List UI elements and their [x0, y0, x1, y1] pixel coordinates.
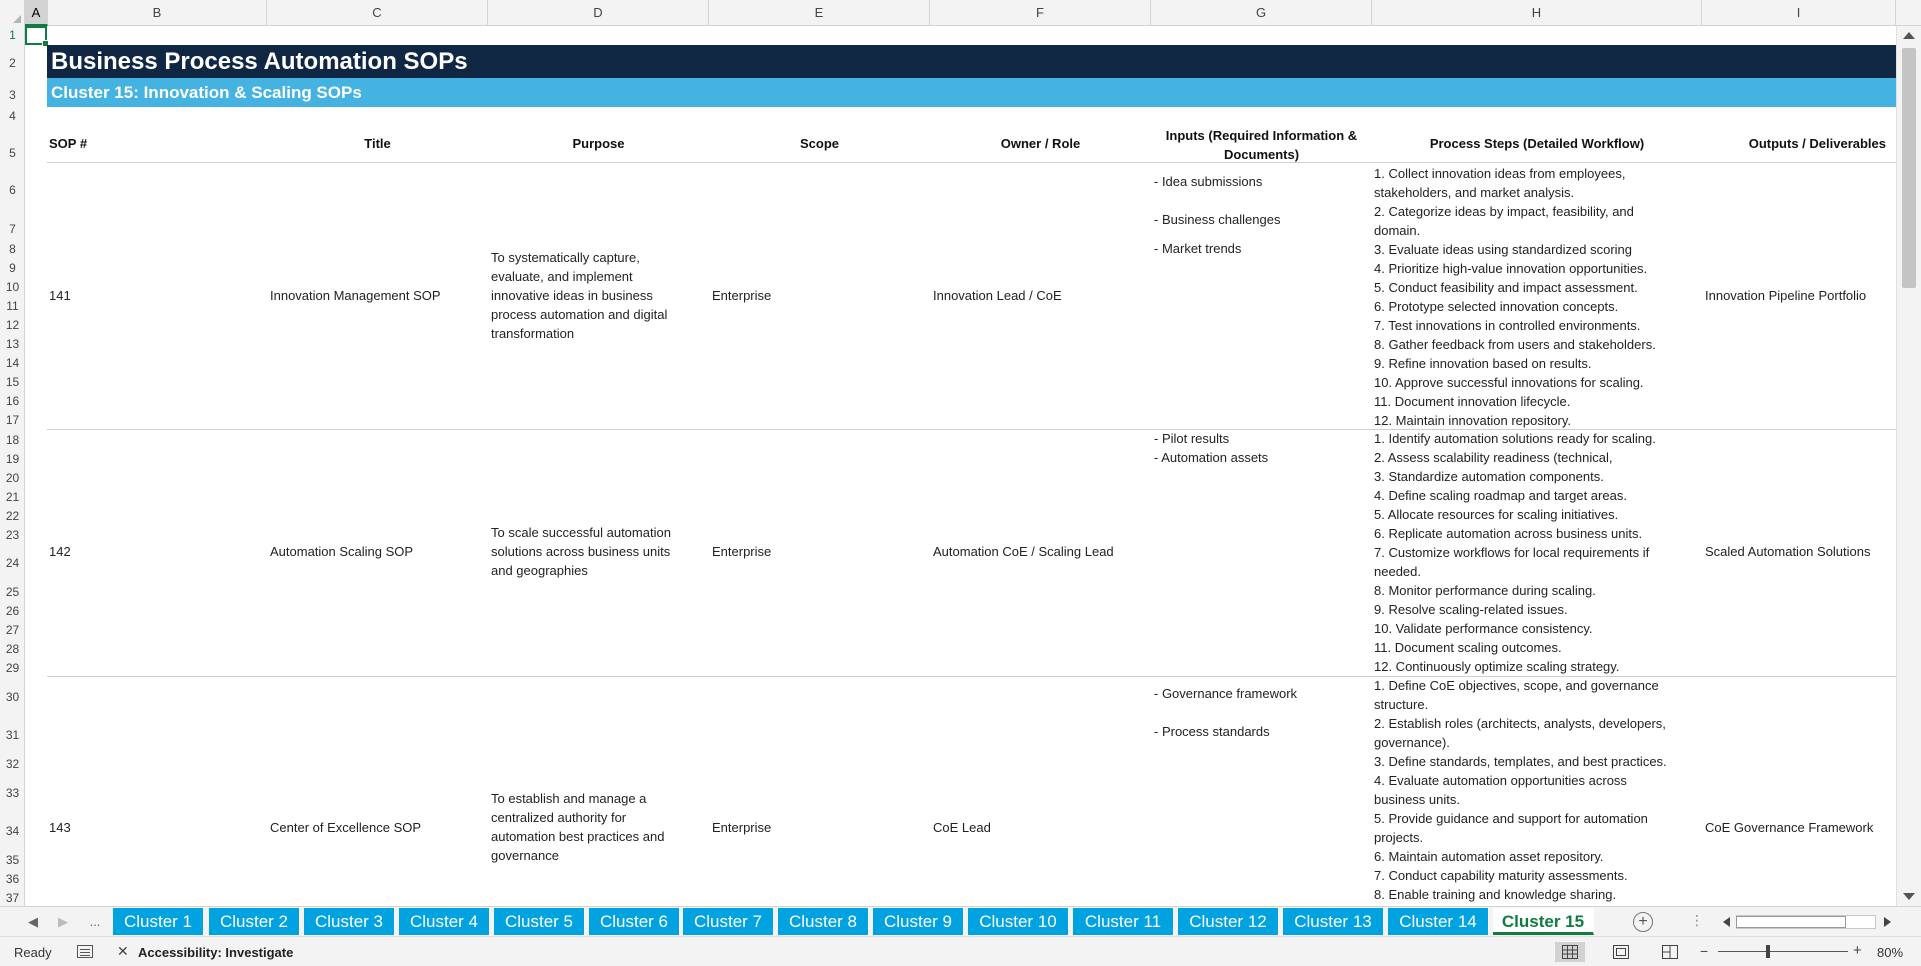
step-line: 1. Define CoE objectives, scope, and governance	[1374, 678, 1659, 693]
column-header-h[interactable]: H	[1372, 0, 1702, 26]
macro-record-icon[interactable]	[77, 945, 93, 958]
row-header[interactable]: 10	[5, 280, 20, 294]
header-scope[interactable]: Scope	[799, 136, 839, 151]
row-header[interactable]: 26	[5, 604, 20, 618]
input-item: - Pilot results	[1154, 431, 1230, 446]
step-line: 6. Maintain automation asset repository.	[1374, 849, 1604, 864]
step-line: 8. Gather feedback from users and stakeholders.	[1374, 337, 1656, 352]
cell-title[interactable]: Center of Excellence SOP	[270, 820, 422, 835]
step-line: 1. Collect innovation ideas from employees,	[1374, 166, 1626, 181]
header-inputs[interactable]	[1151, 126, 1372, 164]
cell-sop-number[interactable]: 142	[49, 544, 71, 559]
step-line: 11. Document scaling outcomes.	[1374, 640, 1562, 655]
row-header[interactable]: 30	[5, 690, 20, 704]
row-header[interactable]: 7	[9, 222, 16, 236]
step-line: 9. Refine innovation based on results.	[1374, 356, 1592, 371]
header-sop-number[interactable]: SOP #	[49, 136, 88, 151]
column-header-c[interactable]: C	[267, 0, 488, 26]
step-line: 8. Monitor performance during scaling.	[1374, 583, 1596, 598]
row-header[interactable]: 31	[5, 728, 20, 742]
input-item: - Automation assets	[1154, 450, 1269, 465]
column-header-d[interactable]: D	[488, 0, 709, 26]
scroll-left-arrow-icon[interactable]	[1723, 917, 1730, 927]
cell-purpose[interactable]	[491, 248, 667, 343]
sheet-tab[interactable]: Cluster 10	[968, 908, 1069, 935]
cell-owner-role[interactable]: Innovation Lead / CoE	[933, 288, 1062, 303]
text-line: To systematically capture,	[491, 250, 640, 265]
step-line: 4. Evaluate automation opportunities across	[1374, 773, 1627, 788]
horizontal-scrollbar[interactable]	[1718, 914, 1896, 930]
horizontal-scroll-thumb[interactable]	[1736, 916, 1846, 928]
row-header[interactable]: 8	[9, 242, 16, 256]
row-header[interactable]: 35	[5, 853, 20, 867]
text-line: solutions across business units	[491, 544, 671, 559]
row-header[interactable]: 23	[5, 528, 20, 542]
sheet-tab[interactable]: Cluster 9	[873, 908, 964, 935]
cell-outputs[interactable]: Scaled Automation Solutions	[1705, 544, 1871, 559]
row-header[interactable]: 15	[5, 375, 20, 389]
cell-purpose[interactable]	[491, 523, 671, 580]
scroll-right-arrow-icon[interactable]	[1884, 917, 1891, 927]
cell-owner-role[interactable]: Automation CoE / Scaling Lead	[933, 544, 1114, 559]
input-item: - Idea submissions	[1154, 174, 1263, 189]
cell-outputs[interactable]: CoE Governance Framework	[1705, 820, 1874, 835]
zoom-in-button[interactable]: +	[1853, 942, 1862, 959]
plus-circle-icon[interactable]: +	[1633, 912, 1653, 932]
column-header-a[interactable]: A	[25, 0, 48, 26]
input-item: - Business challenges	[1154, 212, 1281, 227]
sheet-tab[interactable]: Cluster 3	[304, 908, 395, 935]
sheet-subtitle: Cluster 15: Innovation & Scaling SOPs	[47, 78, 1896, 107]
step-line: 5. Provide guidance and support for automation	[1374, 811, 1648, 826]
cell-scope[interactable]: Enterprise	[712, 288, 772, 303]
zoom-out-button[interactable]: −	[1700, 943, 1709, 959]
sheet-tab[interactable]: Cluster 1	[113, 908, 204, 935]
row-header[interactable]: 25	[5, 585, 20, 599]
text-line: governance	[491, 848, 559, 863]
cell-process-steps[interactable]	[1374, 164, 1656, 430]
status-bar	[0, 936, 1921, 966]
step-line: 12. Continuously optimize scaling strategy.	[1374, 659, 1620, 674]
sheet-title: Business Process Automation SOPs	[47, 45, 1896, 78]
cell-inputs[interactable]	[1154, 172, 1280, 258]
input-item: - Governance framework	[1154, 686, 1298, 701]
column-header-e[interactable]: E	[709, 0, 930, 26]
cell-process-steps[interactable]	[1374, 676, 1667, 904]
step-line: 8. Enable training and knowledge sharing.	[1374, 887, 1617, 902]
sheet-tab[interactable]: Cluster 6	[589, 908, 680, 935]
tab-scroll-right-icon[interactable]: ▶	[58, 914, 68, 929]
row-header[interactable]: 19	[5, 452, 20, 466]
row-header[interactable]: 12	[5, 318, 20, 332]
cell-title[interactable]: Innovation Management SOP	[270, 288, 441, 303]
sheet-tab[interactable]: Cluster 14	[1388, 908, 1489, 935]
active-cell-a1[interactable]	[25, 26, 47, 45]
select-all-button[interactable]	[0, 0, 25, 26]
accessibility-status[interactable]: Accessibility: Investigate	[138, 945, 294, 960]
cell-sop-number[interactable]: 141	[49, 288, 71, 303]
row-header[interactable]: 27	[5, 623, 20, 637]
step-line: 12. Maintain innovation repository.	[1374, 413, 1572, 428]
row-header[interactable]: 32	[5, 757, 20, 771]
row-header[interactable]: 16	[5, 394, 20, 408]
cell-owner-role[interactable]: CoE Lead	[933, 820, 991, 835]
header-inputs-line2: Documents)	[1223, 147, 1300, 162]
step-line: 11. Document innovation lifecycle.	[1374, 394, 1571, 409]
sheet-tab[interactable]: Cluster 11	[1073, 908, 1174, 935]
cell-process-steps[interactable]	[1374, 429, 1656, 676]
step-line: 7. Customize workflows for local requirements if	[1374, 545, 1650, 560]
row-header[interactable]: 4	[9, 109, 16, 123]
step-line: 6. Replicate automation across business units.	[1374, 526, 1643, 541]
text-line: To scale successful automation	[491, 525, 671, 540]
sheet-tab[interactable]: Cluster 7	[683, 908, 774, 935]
zoom-slider-track[interactable]	[1718, 951, 1848, 952]
step-line: 7. Test innovations in controlled environments.	[1374, 318, 1641, 333]
row-header[interactable]: 1	[9, 28, 16, 42]
row-header[interactable]: 37	[5, 891, 20, 905]
step-line: 3. Define standards, templates, and best practices.	[1374, 754, 1667, 769]
text-line: centralized authority for	[491, 810, 627, 825]
step-line: 7. Conduct capability maturity assessments.	[1374, 868, 1628, 883]
header-purpose[interactable]: Purpose	[572, 136, 625, 151]
tab-scroll-left-icon[interactable]: ◀	[28, 914, 38, 929]
column-header-bar	[0, 0, 1921, 26]
text-line: innovative ideas in business	[491, 288, 653, 303]
row-header[interactable]: 17	[5, 413, 20, 427]
step-line: 4. Define scaling roadmap and target areas.	[1374, 488, 1627, 503]
step-line: 6. Prototype selected innovation concepts.	[1374, 299, 1619, 314]
row-header[interactable]: 6	[9, 183, 16, 197]
row-header[interactable]: 33	[5, 786, 20, 800]
row-header[interactable]: 28	[5, 642, 20, 656]
zoom-slider-thumb[interactable]	[1766, 945, 1770, 958]
more-options-icon[interactable]: ⋮	[1690, 912, 1704, 928]
text-line: transformation	[491, 326, 575, 341]
cell-outputs[interactable]: Innovation Pipeline Portfolio	[1705, 288, 1867, 303]
cell-title[interactable]: Automation Scaling SOP	[270, 544, 414, 559]
step-line: 5. Allocate resources for scaling initiatives.	[1374, 507, 1619, 522]
header-underline	[47, 162, 1896, 163]
header-outputs[interactable]: Outputs / Deliverables	[1748, 136, 1886, 151]
header-owner-role[interactable]: Owner / Role	[1000, 136, 1081, 151]
text-line: process automation and digital	[491, 307, 668, 322]
row-header[interactable]: 13	[5, 337, 20, 351]
row-header[interactable]: 24	[5, 556, 20, 570]
step-line: domain.	[1374, 223, 1421, 238]
text-line: automation best practices and	[491, 829, 665, 844]
column-header-b[interactable]: B	[48, 0, 267, 26]
cell-sop-number[interactable]: 143	[49, 820, 71, 835]
row-header[interactable]: 34	[5, 824, 20, 838]
row-header[interactable]: 5	[9, 146, 16, 160]
header-title[interactable]: Title	[364, 136, 391, 151]
sheet-tab[interactable]: Cluster 13	[1283, 908, 1384, 935]
column-header-f[interactable]: F	[930, 0, 1151, 26]
step-line: stakeholders, and market analysis.	[1374, 185, 1575, 200]
step-line: 2. Categorize ideas by impact, feasibility, and	[1374, 204, 1634, 219]
tab-overflow-button[interactable]: ...	[89, 914, 101, 929]
row-header[interactable]: 2	[9, 56, 16, 70]
step-line: 2. Establish roles (architects, analysts, developers,	[1374, 716, 1666, 731]
row-header-bar	[0, 26, 25, 906]
step-line: 4. Prioritize high-value innovation opportunities.	[1374, 261, 1648, 276]
zoom-level[interactable]: 80%	[1877, 945, 1904, 960]
row-header[interactable]: 18	[5, 433, 20, 447]
grid-view-icon[interactable]	[1555, 942, 1585, 962]
text-line: To establish and manage a	[491, 791, 647, 806]
row-header[interactable]: 21	[5, 490, 20, 504]
input-item: - Market trends	[1154, 241, 1242, 256]
scroll-up-arrow-icon[interactable]	[1903, 32, 1915, 39]
worksheet-grid[interactable]	[25, 26, 1896, 906]
step-line: 10. Validate performance consistency.	[1374, 621, 1593, 636]
text-line: evaluate, and implement	[491, 269, 633, 284]
row-header[interactable]: 14	[5, 356, 20, 370]
sheet-tab[interactable]: Cluster 5	[494, 908, 585, 935]
input-item: - Process standards	[1154, 724, 1270, 739]
row-header[interactable]: 9	[9, 261, 16, 275]
vertical-scroll-thumb[interactable]	[1902, 48, 1916, 288]
sheet-tab[interactable]: Cluster 8	[778, 908, 869, 935]
sheet-tab-active[interactable]: Cluster 15	[1493, 908, 1594, 935]
step-line: 10. Approve successful innovations for scaling.	[1374, 375, 1644, 390]
sheet-tab-bar	[0, 906, 1921, 936]
step-line: business units.	[1374, 792, 1460, 807]
sheet-tab[interactable]: Cluster 12	[1178, 908, 1279, 935]
column-header-g[interactable]: G	[1151, 0, 1372, 26]
row-header[interactable]: 29	[5, 661, 20, 675]
page-layout-icon[interactable]	[1606, 942, 1636, 962]
scroll-down-arrow-icon[interactable]	[1903, 893, 1915, 900]
step-line: structure.	[1374, 697, 1429, 712]
row-header[interactable]: 11	[6, 299, 19, 313]
step-line: 5. Conduct feasibility and impact assessment.	[1374, 280, 1638, 295]
status-ready: Ready	[14, 945, 52, 960]
row-header[interactable]: 3	[9, 88, 16, 102]
row-header[interactable]: 20	[5, 471, 20, 485]
text-line: and geographies	[491, 563, 588, 578]
vertical-scrollbar[interactable]	[1896, 26, 1921, 906]
step-line: needed.	[1374, 564, 1421, 579]
step-line: 3. Standardize automation components.	[1374, 469, 1604, 484]
step-line: governance).	[1374, 735, 1450, 750]
column-header-i[interactable]: I	[1702, 0, 1896, 26]
cell-scope[interactable]: Enterprise	[712, 544, 772, 559]
sheet-tab[interactable]: Cluster 4	[399, 908, 490, 935]
cell-inputs[interactable]	[1154, 684, 1297, 741]
step-line: 2. Assess scalability readiness (technical,	[1374, 450, 1613, 465]
page-break-icon[interactable]	[1655, 942, 1685, 962]
accessibility-icon[interactable]: ✕	[117, 943, 129, 959]
cell-inputs[interactable]	[1154, 429, 1268, 467]
header-inputs-line1: Inputs (Required Information &	[1165, 128, 1358, 143]
row-header[interactable]: 36	[5, 872, 20, 886]
step-line: 9. Resolve scaling-related issues.	[1374, 602, 1568, 617]
step-line: 3. Evaluate ideas using standardized scoring	[1374, 242, 1632, 257]
step-line: projects.	[1374, 830, 1424, 845]
header-process-steps[interactable]: Process Steps (Detailed Workflow)	[1429, 136, 1645, 151]
step-line: 1. Identify automation solutions ready for scaling.	[1374, 431, 1656, 446]
row-header[interactable]: 22	[5, 509, 20, 523]
sheet-tab[interactable]: Cluster 2	[209, 908, 300, 935]
cell-purpose[interactable]	[491, 789, 664, 865]
cell-scope[interactable]: Enterprise	[712, 820, 772, 835]
